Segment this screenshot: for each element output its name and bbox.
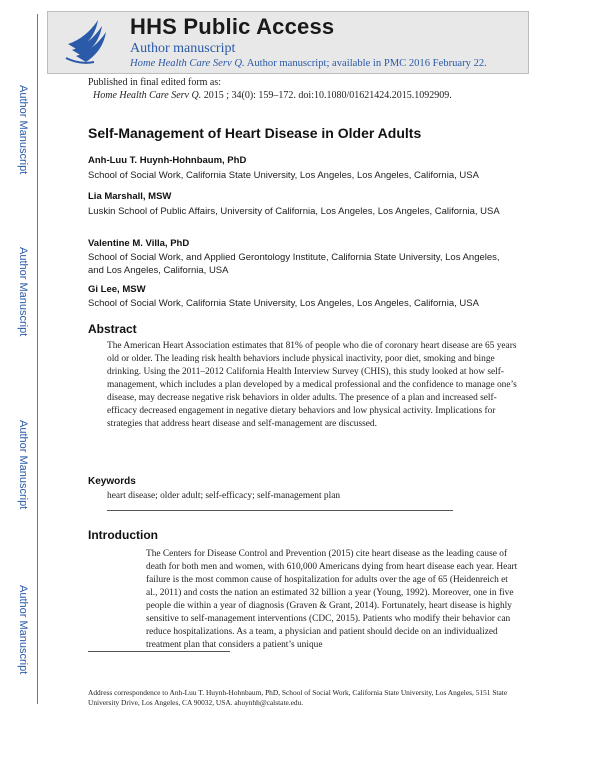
author-name: Valentine M. Villa, PhD	[88, 238, 190, 249]
introduction-heading: Introduction	[88, 528, 158, 542]
pub-details: 2015 ; 34(0): 159–172. doi:10.1080/01621424.2015.1092909.	[201, 90, 452, 101]
side-label-1: Author Manuscript	[17, 85, 29, 175]
keywords-heading: Keywords	[88, 476, 136, 487]
published-label: Published in final edited form as:	[88, 77, 222, 88]
left-margin-rule	[37, 14, 38, 704]
header-title: HHS Public Access	[130, 14, 335, 39]
abstract-text: The American Heart Association estimates that 81% of people who die of coronary heart disease are 65 years old or older. The leading risk health behaviors include physical inactivity, poor diet, smoking and binge drinking. Using the 2011–2012 California Health Interview Survey (CHIS), this study looked at how self-management, which includes a plan developed by a medical professional and the confidence to manage one’s disease, may decrease negative risk behaviors in older adults. The presence of a plan and increased self-efficacy decreased engagement in negative dietary behaviors and low physical activity. Implications for strategies that address heart disease and self-management are discussed.	[107, 341, 517, 429]
header-availability-line	[130, 58, 487, 69]
side-label-3: Author Manuscript	[17, 420, 29, 510]
publication-reference	[93, 90, 452, 101]
footnote-divider	[88, 651, 230, 652]
keywords-text: heart disease; older adult; self-efficacy; self-management plan	[107, 491, 341, 501]
correspondence-footnote: Address correspondence to Anh-Luu T. Huynh-Hohnbaum, PhD, School of Social Work, California State University, Los Angeles, 5151 State University Drive, Los Angeles, CA 90032, USA. ahuynhh@calstate.edu.	[88, 688, 508, 707]
pub-journal: Home Health Care Serv Q.	[93, 90, 202, 101]
author-affiliation: School of Social Work, California State University, Los Angeles, Los Angeles, California, USA	[88, 298, 479, 309]
introduction-text: The Centers for Disease Control and Prevention (2015) cite heart disease as the leading cause of death for both men and women, with 610,000 Americans dying from heart disease each year. Heart failure is the most common cause of hospitalization for adults over the age of 65 (Heidenreich et al., 2011) and costs the nation an estimated 32 billion a year (Young, 1992). Moreover, one in five people die within a year of diagnosis (Graven & Grant, 2014). Fortunately, heart disease is highly sensitive to self-management interventions (CDC, 2015). Patients who modify their behavior can reduce hospitalizations. As a team, a physician and patient should decide on an individualized treatment plan that considers a patient’s unique	[146, 549, 518, 650]
author-name: Lia Marshall, MSW	[88, 191, 172, 202]
author-name: Gi Lee, MSW	[88, 284, 146, 295]
side-label-4: Author Manuscript	[17, 585, 29, 675]
author-name: Anh-Luu T. Huynh-Hohnbaum, PhD	[88, 155, 247, 166]
keywords-divider	[107, 510, 453, 511]
hhs-eagle-logo-icon	[60, 14, 115, 66]
side-label-2: Author Manuscript	[17, 247, 29, 337]
author-affiliation: School of Social Work, California State University, Los Angeles, Los Angeles, California, USA	[88, 170, 479, 181]
author-manuscript-label: Author manuscript	[130, 41, 236, 56]
author-affiliation: School of Social Work, and Applied Gerontology Institute, California State University, Los Angeles, and Los Angeles, California, USA	[88, 252, 500, 276]
article-title: Self-Management of Heart Disease in Older Adults	[88, 125, 422, 141]
abstract-heading: Abstract	[88, 322, 137, 336]
author-affiliation: Luskin School of Public Affairs, University of California, Los Angeles, Los Angeles, California, USA	[88, 206, 500, 217]
header-journal: Home Health Care Serv Q.	[130, 58, 245, 69]
header-availability: Author manuscript; available in PMC 2016 February 22.	[244, 58, 487, 69]
